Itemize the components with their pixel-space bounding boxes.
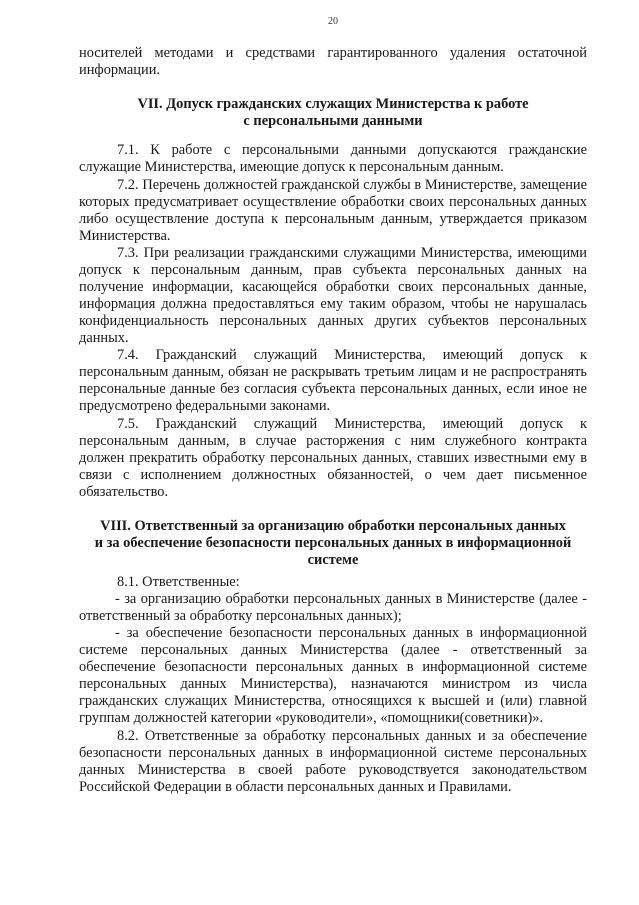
page-number: 20 xyxy=(328,16,338,27)
paragraph-8-1-item-a: - за организацию обработки персональных данных в Министерстве (далее - ответственный за обработку персональных данных); xyxy=(79,591,587,624)
section-8-heading-line-2: и за обеспечение безопасности персональных данных в информационной xyxy=(94,535,572,551)
paragraph-7-3: 7.3. При реализации гражданскими служащими Министерства, имеющими допуск к персональным данным, прав субъекта персональных данных на получение информации, касающейся обработки своих персональных данные, информация должна предоставляться ему таким образом, чтобы не нарушалась конфиденциальность персональных данных других субъектов персональных данных. xyxy=(79,245,587,346)
section-7-heading xyxy=(79,96,587,130)
section-7-heading-line-1: VII. Допуск гражданских служащих Министерства к работе xyxy=(137,96,529,112)
intro-continuation: носителей методами и средствами гарантированного удаления остаточной информации. xyxy=(79,45,587,78)
paragraph-8-2: 8.2. Ответственные за обработку персональных данных и за обеспечение безопасности персональных данных в информационной системе персональных данных Министерства в своей работе руководствуется законодательством Российской Федерации в области персональных данных и Правилами. xyxy=(79,728,587,795)
paragraph-7-2: 7.2. Перечень должностей гражданской службы в Министерстве, замещение которых предусматривает осуществление обработки своих персональных данных либо осуществление доступа к персональным данным, утверждается приказом Министерства. xyxy=(79,177,587,244)
section-8-heading xyxy=(79,518,587,569)
paragraph-7-5: 7.5. Гражданский служащий Министерства, имеющий допуск к персональным данным, в случае расторжения с ним служебного контракта должен прекратить обработку персональных данных, ставших известными ему в связи с исполнением должностных обязанностей, о чем дает письменное обязательство. xyxy=(79,416,587,500)
paragraph-8-1: 8.1. Ответственные: xyxy=(117,574,240,590)
section-8-heading-line-1: VIII. Ответственный за организацию обработки персональных данных xyxy=(100,518,566,534)
paragraph-8-1-item-b: - за обеспечение безопасности персональных данных в информационной системе персональных данных Министерства (далее - ответственный за обеспечение безопасности персональных данных в информационной системе персональных данных Министерства), назначаются министром из числа гражданских служащих Министерства, относящихся к высшей и (или) главной группам должностей категории «руководители», «помощники(советники)». xyxy=(79,625,587,726)
section-7-heading-line-2: с персональными данными xyxy=(243,113,423,129)
section-8-heading-line-3: системе xyxy=(307,552,359,568)
paragraph-7-1: 7.1. К работе с персональными данными допускаются гражданские служащие Министерства, имеющие допуск к персональным данным. xyxy=(79,142,587,175)
paragraph-7-4: 7.4. Гражданский служащий Министерства, имеющий допуск к персональным данным, обязан не раскрывать третьим лицам и не распространять персональные данные без согласия субъекта персональных данных, если иное не предусмотрено федеральными законами. xyxy=(79,347,587,414)
